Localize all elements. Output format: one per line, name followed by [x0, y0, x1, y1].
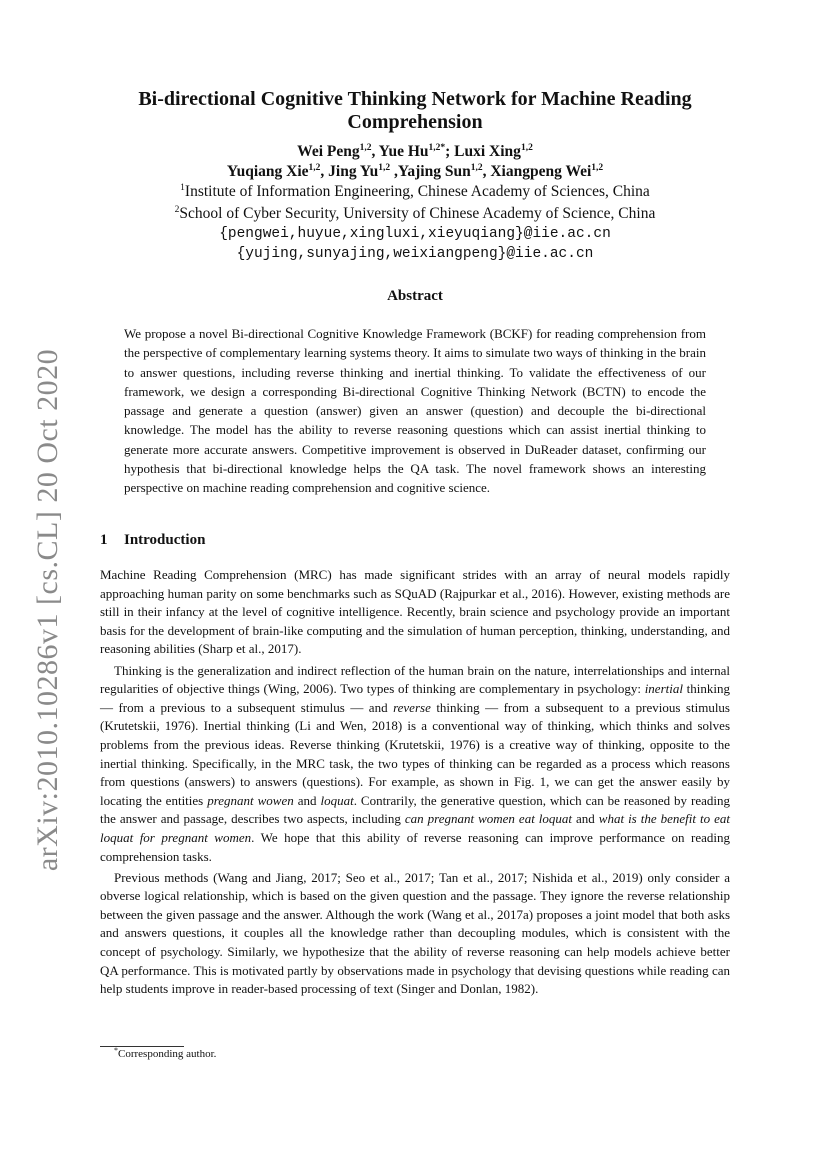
author-name: Yue Hu	[378, 143, 429, 160]
footnote-divider	[100, 1046, 184, 1047]
section-body	[100, 566, 730, 1001]
email-list	[100, 224, 730, 264]
italic-text-run: loquat	[320, 792, 354, 808]
italic-text-run: what is the benefit to eat loquat for pregnant women	[100, 811, 730, 845]
author-affil-mark: 1,2	[591, 163, 604, 173]
text-run: thinking — from a previous to a subsequent stimulus — and	[100, 681, 731, 715]
footnote	[114, 1048, 216, 1060]
author-affil-mark: 1,2	[359, 143, 372, 153]
abstract-heading: Abstract	[387, 288, 443, 304]
affiliation-mark: 2	[174, 205, 180, 215]
author-affil-mark: 1,2	[470, 163, 483, 173]
affiliation-text: Institute of Information Engineering, Chinese Academy of Sciences, China	[184, 183, 650, 200]
italic-text-run: inertial	[644, 681, 683, 697]
arxiv-identifier-sidebar	[28, 348, 68, 872]
section-title: Introduction	[124, 532, 206, 548]
author-list	[100, 142, 730, 182]
author-sep: ,	[390, 163, 398, 180]
text-run: Thinking is the generalization and indirect reflection of the human brain on the nature, interrelationships and internal regularities of objective things (Wing, 2006). Two types of thinking are complementary in psychology:	[100, 662, 730, 697]
affiliation-2	[100, 203, 730, 225]
text-run: Previous methods (Wang and Jiang, 2017; Seo et al., 2017; Tan et al., 2017; Nishida et al., 2019) only consider a obverse logical relationship, which is based on the given question and the passage. They ignore the reverse relationship between the given passage and the answer. Although the work (Wang et al., 2017a) proposes a joint model that both asks and answers questions, it couples all the knowledge rather than decoupling modules, which is consistent with the concept of psychology. Similarly, we hypothesize that the ability of reverse reasoning can help models achieve better QA performance. This is motivated partly by observations made in psychology that devising questions while reading can help students improve in reader-based processing of text (Singer and Donlan, 1982).	[100, 869, 730, 997]
author-name: Luxi Xing	[454, 143, 521, 160]
body-paragraph	[100, 869, 730, 999]
italic-text-run: pregnant wowen	[207, 792, 294, 808]
author-affil-mark: 1,2	[520, 143, 533, 153]
italic-text-run: reverse	[393, 699, 431, 715]
affiliation-1	[100, 181, 730, 203]
author-sep: ,	[320, 163, 329, 180]
author-name: Yuqiang Xie	[226, 163, 309, 180]
author-affil-mark: 1,2*	[428, 143, 446, 153]
section-heading	[100, 532, 205, 549]
text-run: . We hope that this ability of reverse reasoning can improve performance on reading comprehension tasks.	[100, 829, 730, 864]
author-name: Yajing Sun	[397, 163, 471, 180]
author-sep: ,	[371, 143, 379, 160]
text-run: and	[293, 792, 321, 808]
email-line-1: {pengwei,huyue,xingluxi,xieyuqiang}@iie.ac.cn	[219, 226, 611, 242]
email-line-2: {yujing,sunyajing,weixiangpeng}@iie.ac.cn	[236, 246, 594, 262]
italic-text-run: can pregnant women eat loquat	[404, 811, 573, 827]
affiliation-mark: 1	[180, 183, 185, 193]
affiliation-list	[100, 181, 730, 225]
paper-title: Bi-directional Cognitive Thinking Network for Machine Reading Comprehension	[138, 88, 692, 133]
footnote-text: Corresponding author.	[118, 1048, 217, 1060]
author-affil-mark: 1,2	[308, 163, 321, 173]
author-sep: ,	[482, 163, 491, 180]
text-run: Machine Reading Comprehension (MRC) has made significant strides with an array of neural models rapidly approaching human parity on some benchmarks such as SQuAD (Rajpurkar et al., 2016). However, existing methods are still in their infancy at the level of cognitive intelligence. Recently, brain science and psychology provide an important basis for the development of brain-like computing and the simulation of human perception, thinking, understanding, and reasoning abilities (Sharp et al., 2017).	[100, 567, 730, 657]
arxiv-identifier: arXiv:2010.10286v1 [cs.CL] 20 Oct 2020	[31, 348, 65, 872]
text-run: and	[572, 811, 599, 827]
author-sep: ;	[445, 143, 455, 160]
section-number: 1	[100, 532, 108, 548]
author-line-1	[100, 142, 730, 162]
author-name: Jing Yu	[328, 163, 379, 180]
text-run: thinking — from a subsequent to a previous stimulus (Krutetskii, 1976). Inertial thinking (Li and Wen, 2018) is a conventional way of thinking, which thinks and solves problems from the previous ideas. Reverse thinking (Krutetskii, 1976) is a creative way of thinking, opposite to the inertial thinking. Specifically, in the MRC task, the two types of thinking can be regarded as a process which reasons from questions (answers) to answers (questions). For example, as shown in Fig. 1, we can get the answer easily by locating the entities	[100, 699, 730, 808]
author-line-2	[100, 162, 730, 182]
body-paragraph	[100, 662, 730, 867]
footnote-mark: *	[114, 1046, 118, 1055]
text-run: . Contrarily, the generative question, which can be reasoned by reading the answer and passage, describes two aspects, including	[100, 792, 730, 827]
author-affil-mark-value: 1,2	[428, 143, 441, 153]
author-name: Xiangpeng Wei	[490, 163, 592, 180]
affiliation-text: School of Cyber Security, University of Chinese Academy of Science, China	[179, 205, 656, 222]
abstract-text: We propose a novel Bi-directional Cognitive Knowledge Framework (BCKF) for reading comprehension from the perspective of complementary learning systems theory. It aims to simulate two ways of thinking in the brain to answer questions, including reverse thinking and inertial thinking. To validate the effectiveness of our framework, we design a corresponding Bi-directional Cognitive Thinking Network (BCTN) to encode the passage and generate a question (answer) given an answer (question) and decouple the bi-directional knowledge. The model has the ability to reverse reasoning questions which can assist inertial thinking to generate more accurate answers. Competitive improvement is observed in DuReader dataset, confirming our hypothesis that bi-directional knowledge helps the QA task. The novel framework shows an interesting perspective on machine reading comprehension and cognitive science.	[124, 326, 706, 496]
author-name: Wei Peng	[297, 143, 360, 160]
author-affil-mark: 1,2	[378, 163, 391, 173]
body-paragraph	[100, 566, 730, 659]
